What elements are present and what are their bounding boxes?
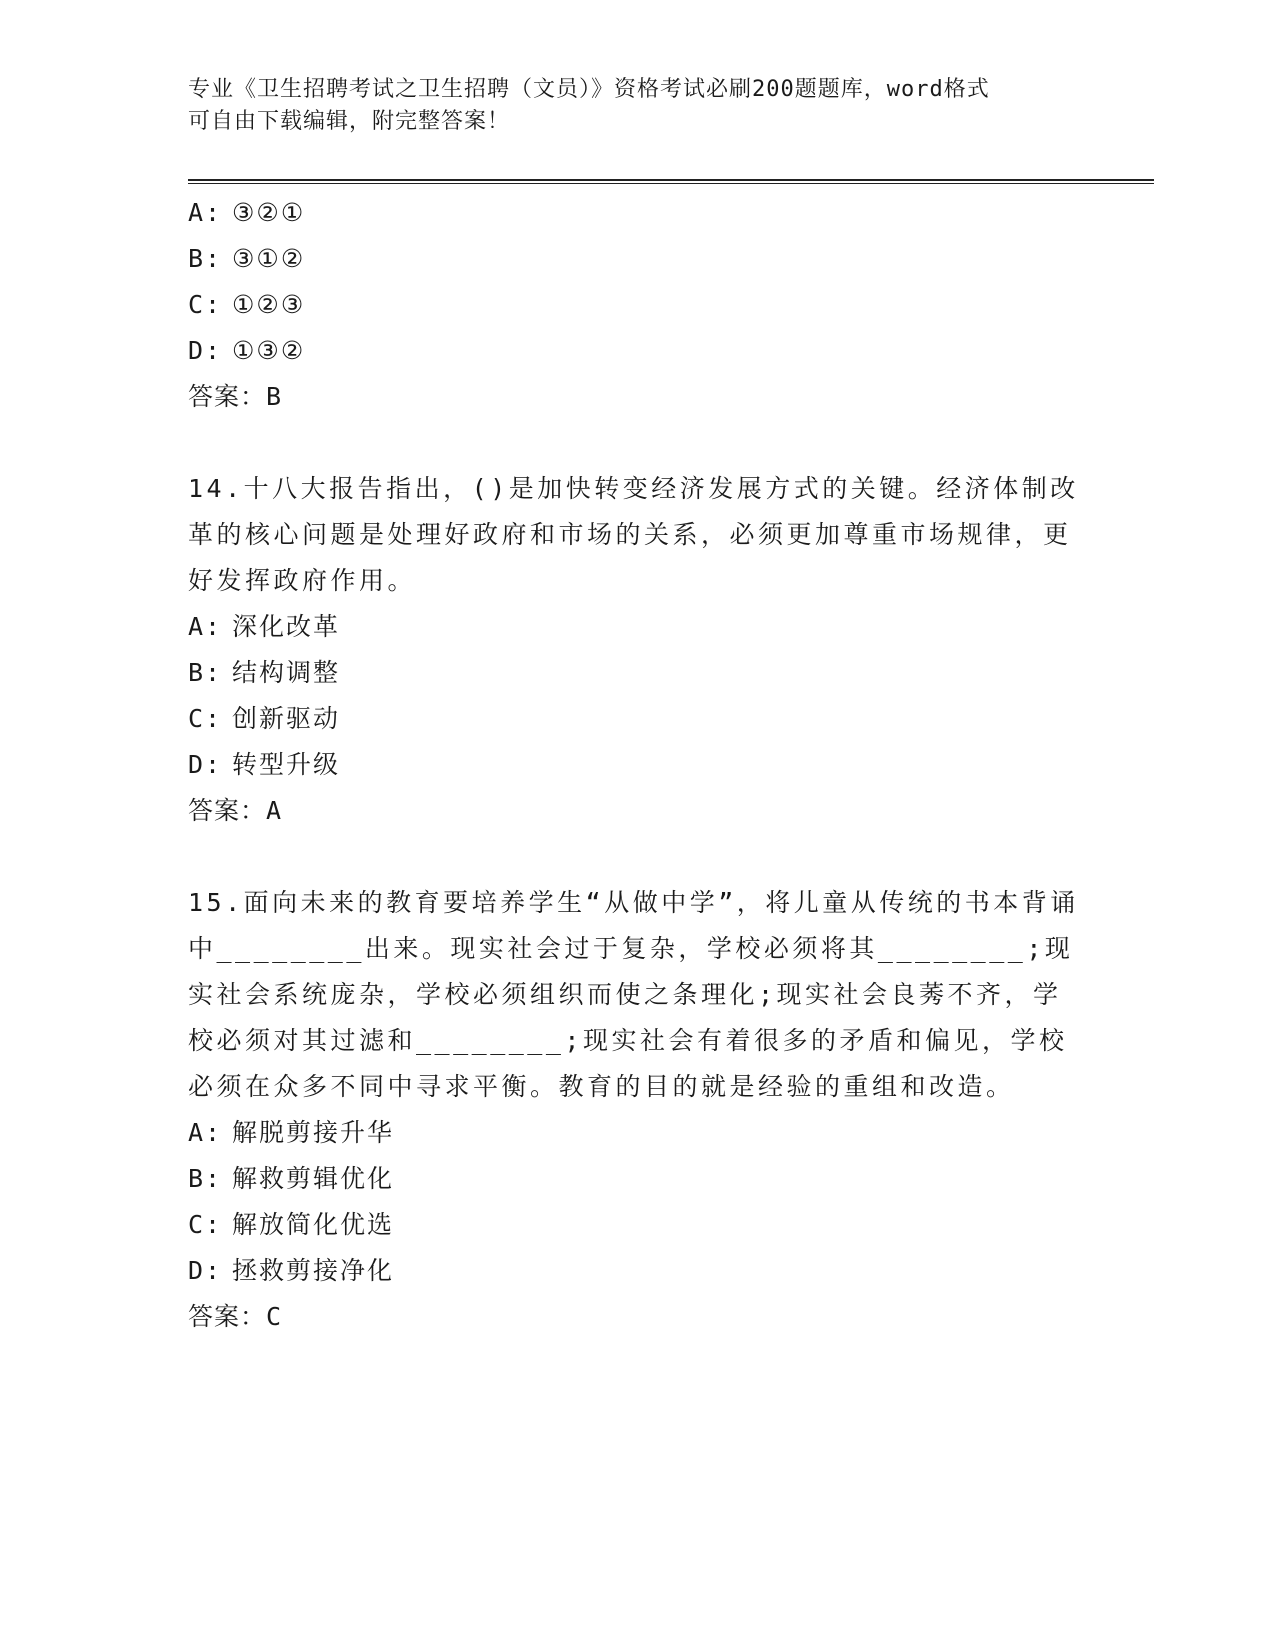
- header-title-line2: 可自由下载编辑，附完整答案！: [188, 109, 511, 134]
- option-key: D:: [188, 750, 223, 779]
- option-a: [188, 190, 1088, 236]
- option-b: [188, 1156, 1088, 1202]
- option-text: ①②③: [232, 290, 306, 319]
- option-b: [188, 650, 1088, 696]
- question-text: 14.十八大报告指出，()是加快转变经济发展方式的关键。经济体制改革的核心问题是处理好政府和市场的关系，必须更加尊重市场规律，更好发挥政府作用。: [188, 474, 1079, 595]
- answer-line: [188, 374, 1088, 420]
- answer-line: [188, 1294, 1088, 1340]
- option-key: A:: [188, 1118, 223, 1147]
- question-list: [188, 190, 1088, 1340]
- option-a: [188, 1110, 1088, 1156]
- option-text: ①③②: [232, 336, 306, 365]
- answer-value: C: [266, 1302, 283, 1331]
- option-text: 结构调整: [232, 658, 341, 687]
- option-c: [188, 696, 1088, 742]
- header-rule-thick: [188, 179, 1154, 181]
- answer-value: A: [266, 796, 283, 825]
- option-key: A:: [188, 198, 223, 227]
- option-key: C:: [188, 704, 223, 733]
- option-text: 深化改革: [232, 612, 341, 641]
- option-c: [188, 1202, 1088, 1248]
- option-key: D:: [188, 336, 223, 365]
- document-header: [188, 74, 1068, 138]
- option-text: 拯救剪接净化: [232, 1256, 395, 1285]
- question-block-14: [188, 466, 1088, 834]
- answer-label: 答案：: [188, 382, 267, 411]
- question-text: 15.面向未来的教育要培养学生“从做中学”，将儿童从传统的书本背诵中________出来。现实社会过于复杂，学校必须将其________;现实社会系统庞杂，学校必须组织而使之条理化;现实社会良莠不齐，学校必须对其过滤和________;现实社会有着很多的矛盾和偏见，学校必须在众多不同中寻求平衡。教育的目的就是经验的重组和改造。: [188, 888, 1079, 1101]
- option-text: ③②①: [232, 198, 306, 227]
- option-key: B:: [188, 1164, 223, 1193]
- option-b: [188, 236, 1088, 282]
- answer-label: 答案：: [188, 1302, 267, 1331]
- option-d: [188, 1248, 1088, 1294]
- answer-label: 答案：: [188, 796, 267, 825]
- option-d: [188, 328, 1088, 374]
- option-key: C:: [188, 1210, 223, 1239]
- option-text: 解放简化优选: [232, 1210, 395, 1239]
- option-text: 解脱剪接升华: [232, 1118, 395, 1147]
- option-text: 创新驱动: [232, 704, 341, 733]
- header-rule-thin: [188, 183, 1154, 184]
- option-key: A:: [188, 612, 223, 641]
- option-d: [188, 742, 1088, 788]
- option-text: ③①②: [232, 244, 306, 273]
- question-block-13: [188, 190, 1088, 420]
- option-key: D:: [188, 1256, 223, 1285]
- option-text: 解救剪辑优化: [232, 1164, 395, 1193]
- answer-line: [188, 788, 1088, 834]
- option-key: C:: [188, 290, 223, 319]
- answer-value: B: [266, 382, 283, 411]
- question-block-15: [188, 880, 1088, 1340]
- option-a: [188, 604, 1088, 650]
- option-c: [188, 282, 1088, 328]
- option-text: 转型升级: [232, 750, 341, 779]
- option-key: B:: [188, 244, 223, 273]
- option-key: B:: [188, 658, 223, 687]
- header-title-line1: 专业《卫生招聘考试之卫生招聘（文员）》资格考试必刷200题题库，word格式: [188, 77, 990, 102]
